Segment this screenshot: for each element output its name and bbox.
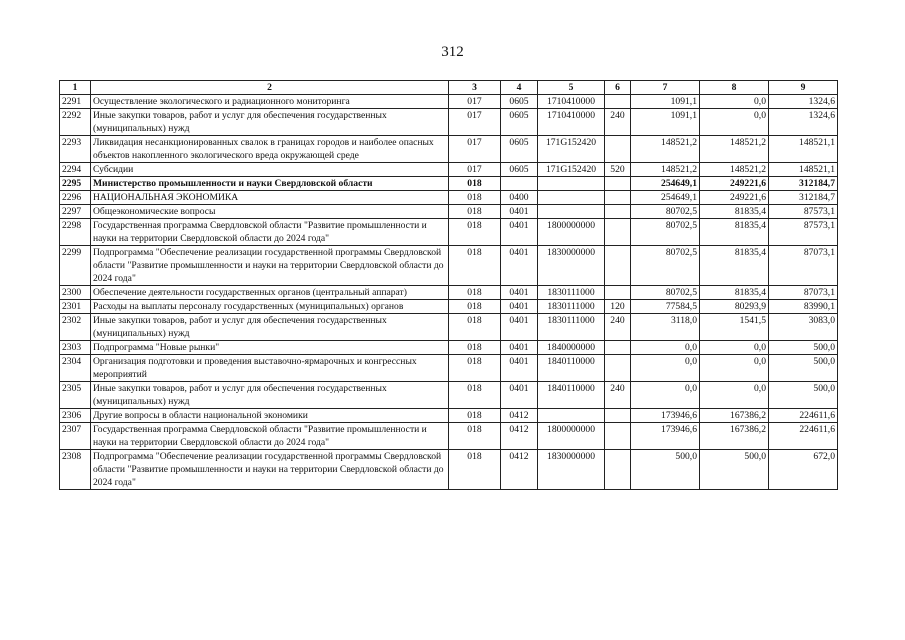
table-row	[60, 246, 838, 286]
row-number-cell: 2298	[60, 219, 91, 246]
ministry-code-cell: 018	[449, 219, 501, 246]
expense-type-cell	[605, 219, 631, 246]
amount-col8-cell: 0,0	[700, 95, 769, 109]
section-code-cell: 0412	[501, 409, 538, 423]
amount-col7-cell: 77584,5	[631, 300, 700, 314]
expense-type-cell	[605, 423, 631, 450]
expense-type-cell: 240	[605, 314, 631, 341]
column-header: 2	[91, 81, 449, 95]
row-name-cell: Другие вопросы в области национальной экономики	[91, 409, 449, 423]
section-code-cell: 0412	[501, 423, 538, 450]
section-code-cell: 0401	[501, 355, 538, 382]
amount-col9-cell: 87573,1	[769, 219, 838, 246]
amount-col8-cell: 80293,9	[700, 300, 769, 314]
target-article-cell: 1710410000	[538, 109, 605, 136]
ministry-code-cell: 018	[449, 355, 501, 382]
table-row	[60, 136, 838, 163]
table-row	[60, 163, 838, 177]
section-code-cell	[501, 177, 538, 191]
column-header: 9	[769, 81, 838, 95]
row-number-cell: 2294	[60, 163, 91, 177]
target-article-cell: 1710410000	[538, 95, 605, 109]
page-number: 312	[441, 44, 464, 60]
row-number-cell: 2303	[60, 341, 91, 355]
amount-col9-cell: 672,0	[769, 450, 838, 490]
amount-col9-cell: 83990,1	[769, 300, 838, 314]
expense-type-cell	[605, 286, 631, 300]
row-name-cell: Расходы на выплаты персоналу государственных (муниципальных) органов	[91, 300, 449, 314]
row-name-cell: Подпрограмма "Новые рынки"	[91, 341, 449, 355]
amount-col8-cell: 167386,2	[700, 423, 769, 450]
amount-col7-cell: 1091,1	[631, 95, 700, 109]
target-article-cell	[538, 409, 605, 423]
amount-col9-cell: 87073,1	[769, 286, 838, 300]
amount-col7-cell: 254649,1	[631, 191, 700, 205]
amount-col9-cell: 87073,1	[769, 246, 838, 286]
table-row	[60, 191, 838, 205]
amount-col9-cell: 224611,6	[769, 409, 838, 423]
ministry-code-cell: 018	[449, 286, 501, 300]
row-number-cell: 2302	[60, 314, 91, 341]
amount-col8-cell: 81835,4	[700, 219, 769, 246]
table-row	[60, 177, 838, 191]
expense-type-cell: 520	[605, 163, 631, 177]
ministry-code-cell: 018	[449, 423, 501, 450]
amount-col7-cell: 0,0	[631, 341, 700, 355]
row-number-cell: 2304	[60, 355, 91, 382]
table-row	[60, 355, 838, 382]
table-body	[60, 95, 838, 490]
amount-col7-cell: 0,0	[631, 382, 700, 409]
amount-col8-cell: 0,0	[700, 355, 769, 382]
ministry-code-cell: 018	[449, 382, 501, 409]
row-number-cell: 2301	[60, 300, 91, 314]
row-name-cell: НАЦИОНАЛЬНАЯ ЭКОНОМИКА	[91, 191, 449, 205]
row-name-cell: Осуществление экологического и радиационного мониторинга	[91, 95, 449, 109]
table-row	[60, 286, 838, 300]
ministry-code-cell: 018	[449, 191, 501, 205]
amount-col7-cell: 148521,2	[631, 136, 700, 163]
amount-col8-cell: 167386,2	[700, 409, 769, 423]
row-number-cell: 2300	[60, 286, 91, 300]
expense-type-cell	[605, 191, 631, 205]
column-header: 6	[605, 81, 631, 95]
ministry-code-cell: 017	[449, 163, 501, 177]
amount-col9-cell: 3083,0	[769, 314, 838, 341]
section-code-cell: 0401	[501, 205, 538, 219]
section-code-cell: 0401	[501, 382, 538, 409]
target-article-cell: 1840000000	[538, 341, 605, 355]
target-article-cell: 1830111000	[538, 286, 605, 300]
amount-col9-cell: 148521,1	[769, 163, 838, 177]
column-header: 8	[700, 81, 769, 95]
column-header: 5	[538, 81, 605, 95]
amount-col7-cell: 1091,1	[631, 109, 700, 136]
row-number-cell: 2306	[60, 409, 91, 423]
ministry-code-cell: 018	[449, 314, 501, 341]
table-row	[60, 109, 838, 136]
row-name-cell: Подпрограмма "Обеспечение реализации государственной программы Свердловской области "Развитие промышленности и науки на территории Свердловской области до 2024 года"	[91, 246, 449, 286]
target-article-cell: 1840110000	[538, 355, 605, 382]
expense-type-cell	[605, 246, 631, 286]
expense-type-cell	[605, 177, 631, 191]
row-name-cell: Государственная программа Свердловской области "Развитие промышленности и науки на территории Свердловской области до 2024 года"	[91, 423, 449, 450]
amount-col8-cell: 0,0	[700, 109, 769, 136]
expense-type-cell	[605, 341, 631, 355]
amount-col7-cell: 173946,6	[631, 423, 700, 450]
row-name-cell: Подпрограмма "Обеспечение реализации государственной программы Свердловской области "Развитие промышленности и науки на территории Свердловской области до 2024 года"	[91, 450, 449, 490]
target-article-cell: 1830111000	[538, 300, 605, 314]
amount-col9-cell: 224611,6	[769, 423, 838, 450]
table-row	[60, 205, 838, 219]
row-number-cell: 2308	[60, 450, 91, 490]
column-header: 1	[60, 81, 91, 95]
amount-col7-cell: 80702,5	[631, 205, 700, 219]
amount-col9-cell: 148521,1	[769, 136, 838, 163]
amount-col8-cell: 148521,2	[700, 163, 769, 177]
amount-col7-cell: 80702,5	[631, 246, 700, 286]
table-header-row	[60, 81, 838, 95]
target-article-cell: 1800000000	[538, 423, 605, 450]
ministry-code-cell: 017	[449, 95, 501, 109]
amount-col8-cell: 148521,2	[700, 136, 769, 163]
section-code-cell: 0605	[501, 109, 538, 136]
section-code-cell: 0401	[501, 219, 538, 246]
amount-col7-cell: 254649,1	[631, 177, 700, 191]
ministry-code-cell: 018	[449, 246, 501, 286]
row-number-cell: 2292	[60, 109, 91, 136]
target-article-cell: 1830111000	[538, 314, 605, 341]
amount-col7-cell: 3118,0	[631, 314, 700, 341]
row-name-cell: Иные закупки товаров, работ и услуг для обеспечения государственных (муниципальных) нужд	[91, 314, 449, 341]
section-code-cell: 0605	[501, 163, 538, 177]
row-name-cell: Иные закупки товаров, работ и услуг для обеспечения государственных (муниципальных) нужд	[91, 109, 449, 136]
ministry-code-cell: 018	[449, 409, 501, 423]
table-row	[60, 95, 838, 109]
amount-col7-cell: 173946,6	[631, 409, 700, 423]
target-article-cell: 171G152420	[538, 136, 605, 163]
ministry-code-cell: 018	[449, 450, 501, 490]
amount-col9-cell: 87573,1	[769, 205, 838, 219]
amount-col9-cell: 500,0	[769, 355, 838, 382]
column-header: 3	[449, 81, 501, 95]
row-name-cell: Иные закупки товаров, работ и услуг для обеспечения государственных (муниципальных) нужд	[91, 382, 449, 409]
expense-type-cell: 240	[605, 109, 631, 136]
target-article-cell: 171G152420	[538, 163, 605, 177]
target-article-cell: 1800000000	[538, 219, 605, 246]
amount-col9-cell: 1324,6	[769, 95, 838, 109]
column-header: 4	[501, 81, 538, 95]
table-row	[60, 314, 838, 341]
expense-type-cell	[605, 450, 631, 490]
row-number-cell: 2296	[60, 191, 91, 205]
row-number-cell: 2295	[60, 177, 91, 191]
expense-type-cell	[605, 136, 631, 163]
row-number-cell: 2307	[60, 423, 91, 450]
amount-col7-cell: 500,0	[631, 450, 700, 490]
amount-col9-cell: 312184,7	[769, 191, 838, 205]
table-row	[60, 450, 838, 490]
table-row	[60, 341, 838, 355]
amount-col9-cell: 500,0	[769, 341, 838, 355]
target-article-cell	[538, 205, 605, 219]
section-code-cell: 0400	[501, 191, 538, 205]
row-name-cell: Субсидии	[91, 163, 449, 177]
target-article-cell: 1830000000	[538, 450, 605, 490]
amount-col7-cell: 148521,2	[631, 163, 700, 177]
amount-col9-cell: 312184,7	[769, 177, 838, 191]
row-number-cell: 2297	[60, 205, 91, 219]
expense-type-cell: 120	[605, 300, 631, 314]
row-number-cell: 2299	[60, 246, 91, 286]
table-row	[60, 409, 838, 423]
expense-type-cell	[605, 409, 631, 423]
ministry-code-cell: 018	[449, 341, 501, 355]
section-code-cell: 0412	[501, 450, 538, 490]
ministry-code-cell: 018	[449, 300, 501, 314]
amount-col8-cell: 0,0	[700, 382, 769, 409]
expense-type-cell: 240	[605, 382, 631, 409]
amount-col7-cell: 0,0	[631, 355, 700, 382]
expense-type-cell	[605, 95, 631, 109]
target-article-cell	[538, 191, 605, 205]
row-name-cell: Ликвидация несанкционированных свалок в границах городов и наиболее опасных объектов накопленного экологического вреда окружающей среде	[91, 136, 449, 163]
row-name-cell: Обеспечение деятельности государственных органов (центральный аппарат)	[91, 286, 449, 300]
amount-col8-cell: 0,0	[700, 341, 769, 355]
row-name-cell: Министерство промышленности и науки Свердловской области	[91, 177, 449, 191]
section-code-cell: 0401	[501, 300, 538, 314]
row-name-cell: Государственная программа Свердловской области "Развитие промышленности и науки на территории Свердловской области до 2024 года"	[91, 219, 449, 246]
column-header: 7	[631, 81, 700, 95]
amount-col8-cell: 1541,5	[700, 314, 769, 341]
row-name-cell: Организация подготовки и проведения выставочно-ярмарочных и конгрессных мероприятий	[91, 355, 449, 382]
amount-col8-cell: 249221,6	[700, 191, 769, 205]
amount-col8-cell: 500,0	[700, 450, 769, 490]
section-code-cell: 0605	[501, 95, 538, 109]
section-code-cell: 0401	[501, 314, 538, 341]
table-row	[60, 382, 838, 409]
target-article-cell	[538, 177, 605, 191]
amount-col9-cell: 500,0	[769, 382, 838, 409]
amount-col8-cell: 81835,4	[700, 286, 769, 300]
section-code-cell: 0401	[501, 286, 538, 300]
section-code-cell: 0401	[501, 341, 538, 355]
row-number-cell: 2305	[60, 382, 91, 409]
expense-type-cell	[605, 355, 631, 382]
table-row	[60, 219, 838, 246]
ministry-code-cell: 017	[449, 136, 501, 163]
amount-col8-cell: 81835,4	[700, 205, 769, 219]
ministry-code-cell: 018	[449, 177, 501, 191]
section-code-cell: 0401	[501, 246, 538, 286]
expense-type-cell	[605, 205, 631, 219]
section-code-cell: 0605	[501, 136, 538, 163]
target-article-cell: 1830000000	[538, 246, 605, 286]
amount-col7-cell: 80702,5	[631, 219, 700, 246]
amount-col8-cell: 249221,6	[700, 177, 769, 191]
amount-col9-cell: 1324,6	[769, 109, 838, 136]
row-name-cell: Общеэкономические вопросы	[91, 205, 449, 219]
ministry-code-cell: 018	[449, 205, 501, 219]
amount-col8-cell: 81835,4	[700, 246, 769, 286]
ministry-code-cell: 017	[449, 109, 501, 136]
row-number-cell: 2293	[60, 136, 91, 163]
table-row	[60, 423, 838, 450]
row-number-cell: 2291	[60, 95, 91, 109]
budget-table	[59, 80, 838, 490]
amount-col7-cell: 80702,5	[631, 286, 700, 300]
table-row	[60, 300, 838, 314]
target-article-cell: 1840110000	[538, 382, 605, 409]
